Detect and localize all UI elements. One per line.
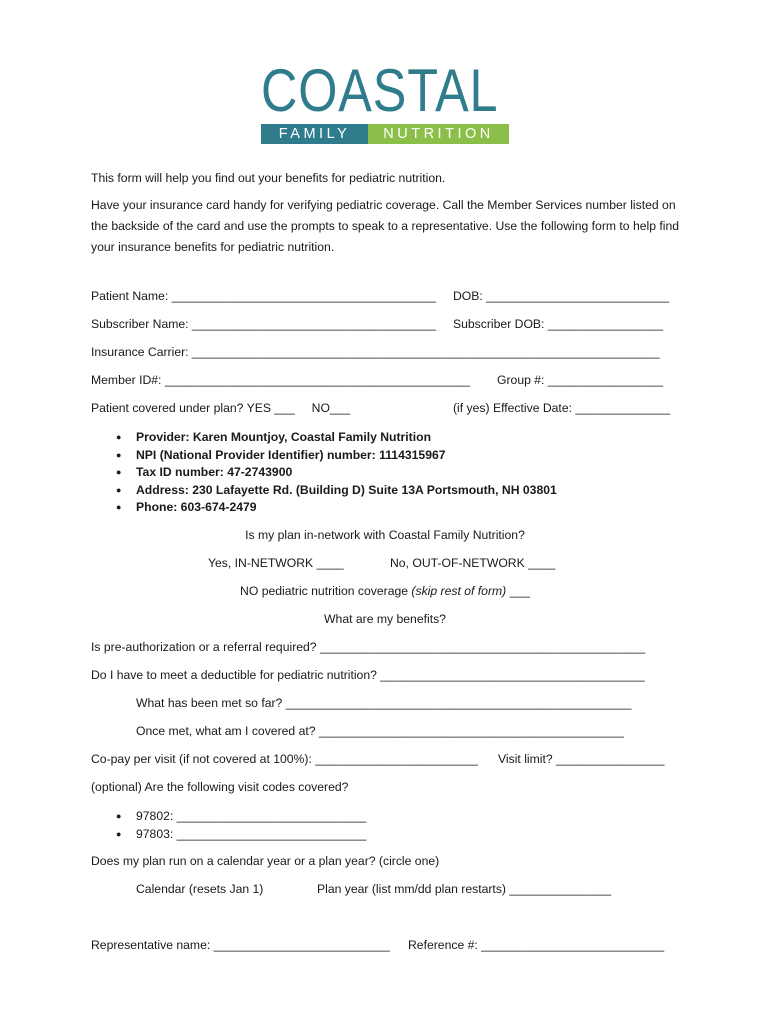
calendar-year-option[interactable]: Calendar (resets Jan 1) [136, 882, 264, 896]
effective-date-field[interactable]: (if yes) Effective Date: ______________ [453, 401, 671, 415]
list-item: ● Address: 230 Lafayette Rd. (Building D) Suite 13A Portsmouth, NH 03801 [116, 482, 557, 500]
list-item: ● Tax ID number: 47-2743900 [116, 464, 557, 482]
patient-name-field[interactable]: Patient Name: _______________________________________ [91, 289, 436, 303]
in-network-option[interactable]: Yes, IN-NETWORK ____ [208, 556, 344, 570]
benefits-heading: What are my benefits? [324, 612, 446, 626]
logo-family-text: FAMILY [261, 124, 368, 144]
subscriber-name-field[interactable]: Subscriber Name: ____________________________________ [91, 317, 436, 331]
logo-tagline [261, 124, 509, 144]
patient-covered-field[interactable]: Patient covered under plan? YES ___ NO___ [91, 401, 351, 415]
visit-codes-question: (optional) Are the following visit codes covered? [91, 780, 349, 794]
network-question: Is my plan in-network with Coastal Family Nutrition? [245, 528, 525, 542]
insurance-carrier-field[interactable]: Insurance Carrier: _____________________________________________________________________ [91, 345, 660, 359]
copay-field[interactable]: Co-pay per visit (if not covered at 100%): ________________________ [91, 752, 478, 766]
visit-limit-field[interactable]: Visit limit? ________________ [498, 752, 665, 766]
no-coverage-label: NO pediatric nutrition coverage [240, 584, 412, 598]
logo-nutrition-text: NUTRITION [368, 124, 509, 144]
subscriber-dob-field[interactable]: Subscriber DOB: _________________ [453, 317, 664, 331]
provider-info-list [116, 429, 557, 517]
coastal-family-nutrition-logo [261, 57, 509, 142]
preauth-field[interactable]: Is pre-authorization or a referral required? ________________________________________________ [91, 640, 646, 654]
list-item[interactable]: ● 97803: ____________________________ [116, 826, 366, 844]
member-id-field[interactable]: Member ID#: _____________________________________________ [91, 373, 470, 387]
group-number-field[interactable]: Group #: _________________ [497, 373, 664, 387]
met-so-far-field[interactable]: What has been met so far? ___________________________________________________ [136, 696, 632, 710]
reference-number-field[interactable]: Reference #: ___________________________ [408, 938, 665, 952]
list-item: ● NPI (National Provider Identifier) number: 1114315967 [116, 447, 557, 465]
intro-text: This form will help you find out your benefits for pediatric nutrition. [91, 171, 446, 185]
visit-codes-list [116, 808, 366, 843]
list-item: ● Provider: Karen Mountjoy, Coastal Family Nutrition [116, 429, 557, 447]
representative-name-field[interactable]: Representative name: __________________________ [91, 938, 390, 952]
no-coverage-option[interactable] [0, 584, 770, 598]
plan-year-option[interactable]: Plan year (list mm/dd plan restarts) _______________ [317, 882, 612, 896]
skip-note: (skip rest of form) [411, 584, 507, 598]
plan-year-question: Does my plan run on a calendar year or a plan year? (circle one) [91, 854, 440, 868]
no-coverage-blank: ___ [506, 584, 530, 598]
once-met-field[interactable]: Once met, what am I covered at? _____________________________________________ [136, 724, 624, 738]
instructions-text: Have your insurance card handy for verifying pediatric coverage. Call the Member Services number listed on the backside of the card and use the prompts to speak to a representative. Use the following form to help find your insurance benefits for pediatric nutrition. [91, 198, 680, 254]
list-item[interactable]: ● 97802: ____________________________ [116, 808, 366, 826]
deductible-field[interactable]: Do I have to meet a deductible for pediatric nutrition? _______________________________________ [91, 668, 645, 682]
list-item: ● Phone: 603-674-2479 [116, 499, 557, 517]
dob-field[interactable]: DOB: ___________________________ [453, 289, 670, 303]
logo-wordmark: COASTAL [261, 57, 499, 124]
out-of-network-option[interactable]: No, OUT-OF-NETWORK ____ [390, 556, 556, 570]
